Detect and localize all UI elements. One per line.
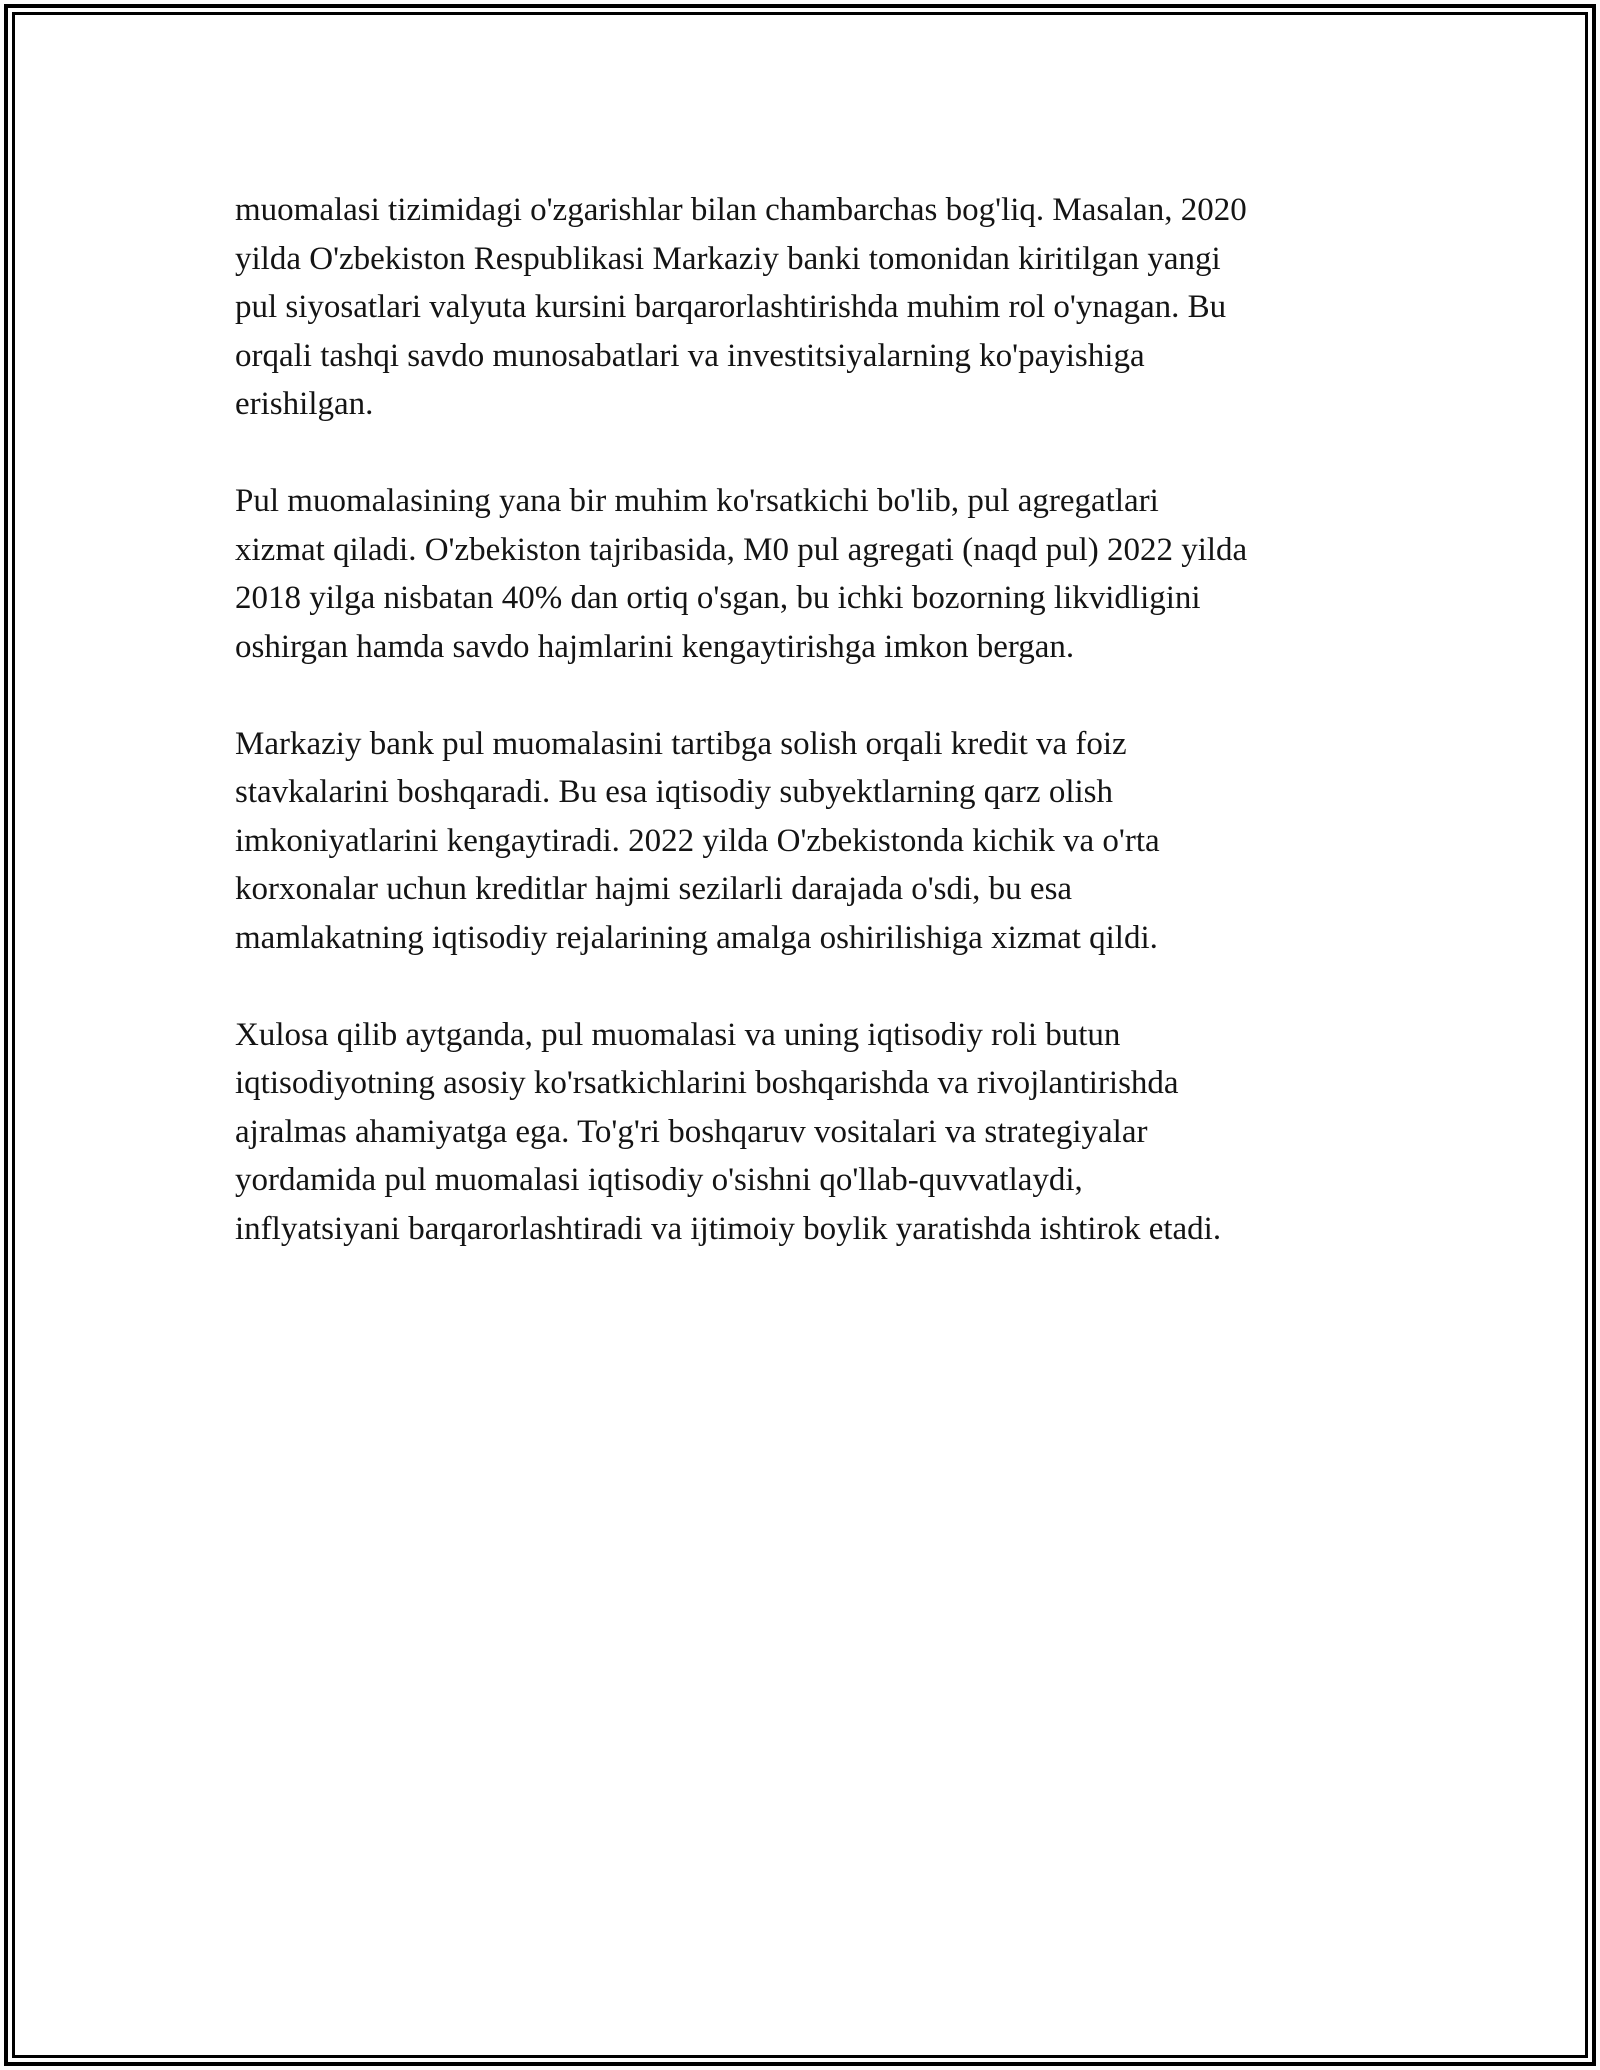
paragraph-2: Pul muomalasining yana bir muhim ko'rsatkichi bo'lib, pul agregatlari xizmat qiladi. O'zbekiston tajribasida, M0 pul agregati (naqd pul) 2022 yilda 2018 yilga nisbatan 40% dan ortiq o'sgan, bu ichki bozorning likvidligini oshirgan hamda savdo hajmlarini kengaytirishga imkon bergan. (235, 483, 1248, 665)
paragraph-3: Markaziy bank pul muomalasini tartibga solish orqali kredit va foiz stavkalarini boshqaradi. Bu esa iqtisodiy subyektlarning qarz olish imkoniyatlarini kengaytiradi. 2022 yilda O'zbekistonda kichik va o'rta korxonalar uchun kreditlar hajmi sezilarli darajada o'sdi, bu esa mamlakatning iqtisodiy rejalarining amalga oshirilishiga xizmat qildi. (235, 725, 1160, 956)
paragraph-4: Xulosa qilib aytganda, pul muomalasi va uning iqtisodiy roli butun iqtisodiyotning asosiy ko'rsatkichlarini boshqarishda va rivojlantirishda ajralmas ahamiyatga ega. To'g'ri boshqaruv vositalari va strategiyalar yordamida pul muomalasi iqtisodiy o'sishni qo'llab-quvvatlaydi, inflyatsiyani barqarorlashtiradi va ijtimoiy boylik yaratishda ishtirok etadi. (235, 1016, 1222, 1247)
document-body (235, 186, 1365, 1302)
paragraph-1: muomalasi tizimidagi o'zgarishlar bilan chambarchas bog'liq. Masalan, 2020 yilda O'zbekiston Respublikasi Markaziy banki tomonidan kiritilgan yangi pul siyosatlari valyuta kursini barqarorlashtirishda muhim rol o'ynagan. Bu orqali tashqi savdo munosabatlari va investitsiyalarning ko'payishiga erishilgan. (235, 192, 1247, 422)
